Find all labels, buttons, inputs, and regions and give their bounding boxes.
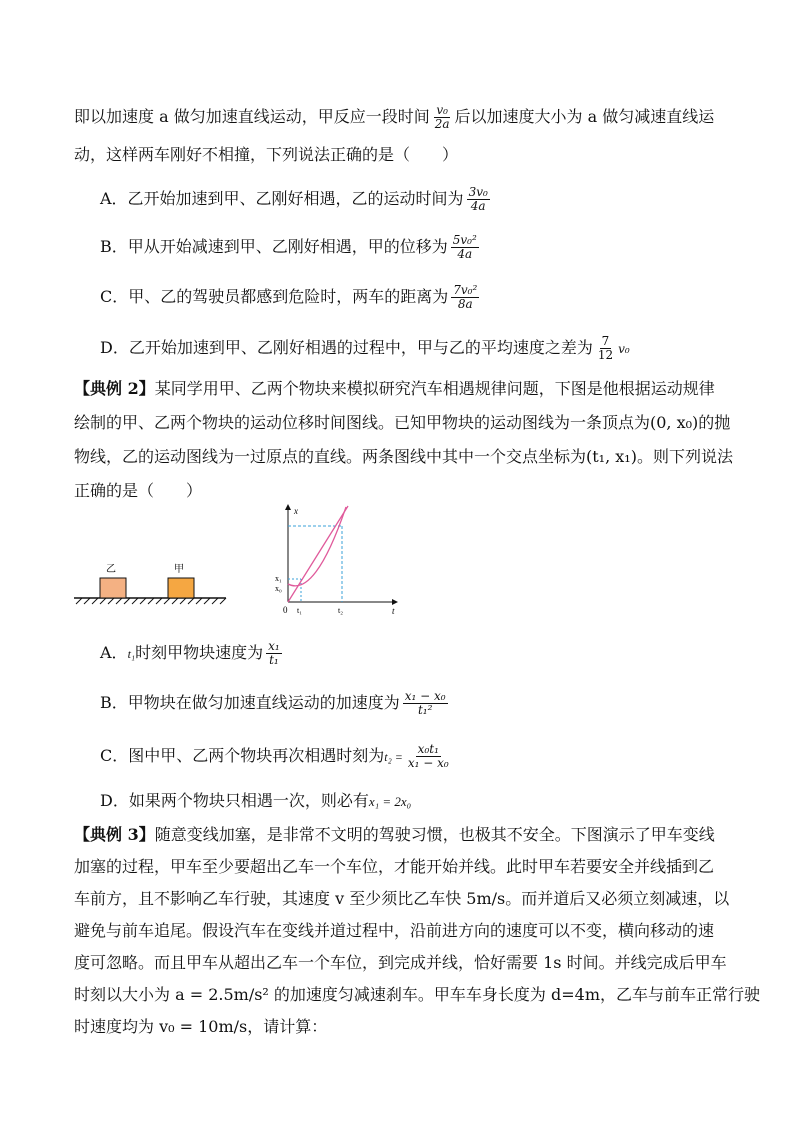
fraction-numerator: x₁ — [268, 639, 280, 653]
fraction — [451, 284, 479, 311]
example-3-line-6: 时刻以大小为 a = 2.5m/s² 的加速度匀减速刹车。甲车车身长度为 d=4m，乙车与前车正常行驶 — [74, 985, 761, 1004]
fraction-numerator: 7 — [601, 334, 610, 348]
example-2-line-1 — [74, 378, 715, 400]
example-2-line-3: 物线，乙的运动图线为一过原点的直线。两条图线中其中一个交点坐标为(t₁, x₁)。则下列说法 — [74, 447, 733, 466]
fraction-numerator: 5v₀² — [452, 233, 477, 247]
example-3-line-3: 车前方，且不影响乙车行驶，其速度 v 至少须比乙车快 5m/s。而并道后又必须立刻减速，以 — [74, 889, 730, 908]
example-3-line-7: 时速度均为 v₀ = 10m/s，请计算： — [74, 1017, 328, 1036]
example-tag: 【典例 3】 — [74, 825, 155, 844]
example-3-line-5: 度可忽略。而且甲车从超出乙车一个车位，到完成并线，恰好需要 1s 时间。并线完成后甲车 — [74, 953, 727, 972]
block-jia-label: 甲 — [174, 564, 184, 575]
example-tag: 【典例 2】 — [74, 379, 155, 398]
origin-label: 0 — [283, 605, 288, 615]
text: 后以加速度大小为 a 做匀减速直线运 — [454, 107, 715, 126]
q1-option-d — [100, 335, 630, 362]
fraction-denominator: x₁ − x₀ — [407, 756, 449, 770]
fraction-denominator: 2a — [434, 117, 450, 131]
x1-tick-label: x₁ — [275, 574, 282, 583]
fraction-numerator: 7v₀² — [453, 283, 478, 297]
figure — [70, 502, 410, 620]
block-yi — [100, 578, 126, 598]
text: 即以加速度 a 做匀加速直线运动，甲反应一段时间 — [74, 107, 430, 126]
x-axis-label: x — [294, 506, 298, 516]
t1-tick-label: t₁ — [297, 606, 303, 615]
example-3-line-4: 避免与前车追尾。假设汽车在变线并道过程中，沿前进方向的速度可以不变，横向移动的速 — [74, 921, 715, 940]
option-text: C．图中甲、乙两个物块再次相遇时刻为 — [100, 746, 385, 765]
t2-tick-label: t₂ — [338, 606, 344, 615]
fraction — [403, 690, 448, 717]
math-symbol: t₂ = — [384, 750, 403, 764]
fraction — [596, 335, 615, 362]
option-text: D．如果两个物块只相遇一次，则必有 — [100, 791, 369, 810]
option-text: B．甲物块在做匀加速直线运动的加速度为 — [100, 693, 400, 712]
fraction-denominator: 8a — [457, 297, 473, 311]
fraction-denominator: t₁² — [417, 703, 433, 717]
q2-option-d — [100, 790, 411, 813]
ground-hatch — [76, 598, 226, 604]
option-tail: v₀ — [618, 342, 630, 356]
fraction — [433, 104, 452, 131]
x-axis-arrow — [285, 504, 291, 510]
q2-option-b — [100, 690, 451, 717]
option-text: C．甲、乙的驾驶员都感到危险时，两车的距离为 — [100, 287, 449, 306]
fraction — [266, 640, 282, 667]
option-text: A． — [100, 643, 128, 662]
example-3-line-2: 加塞的过程，甲车至少要超出乙车一个车位，才能开始并线。此时甲车若要安全并线插到乙 — [74, 857, 715, 876]
q2-option-a — [100, 640, 285, 667]
fraction — [467, 186, 490, 213]
q1-option-c — [100, 284, 482, 311]
question-1-line-2: 动，这样两车刚好不相撞，下列说法正确的是（ ） — [74, 145, 459, 164]
block-jia — [168, 578, 194, 598]
fraction-numerator: 3v₀ — [468, 185, 488, 199]
fraction-denominator: 4a — [457, 247, 473, 261]
fraction-denominator: t₁ — [269, 653, 279, 667]
t-axis-arrow — [392, 599, 398, 605]
example-2-line-2: 绘制的甲、乙两个物块的运动位移时间图线。已知甲物块的运动图线为一条顶点为(0, x₀)的抛 — [74, 413, 731, 432]
fraction-numerator: x₁ − x₀ — [404, 689, 446, 703]
q2-option-c — [100, 743, 454, 770]
text: 随意变线加塞，是非常不文明的驾驶习惯，也极其不安全。下图演示了甲车变线 — [154, 825, 715, 844]
x0-tick-label: x₀ — [275, 584, 282, 593]
fraction-numerator: v₀ — [436, 103, 448, 117]
option-text: D．乙开始加速到甲、乙刚好相遇的过程中，甲与乙的平均速度之差为 — [100, 338, 593, 357]
block-yi-label: 乙 — [106, 564, 116, 575]
math-symbol: t₁ — [127, 647, 136, 661]
question-1-line-1 — [74, 104, 714, 131]
fraction — [451, 234, 479, 261]
parabola-jia — [288, 507, 346, 586]
option-text: A．乙开始加速到甲、乙刚好相遇，乙的运动时间为 — [100, 189, 464, 208]
option-text: 时刻甲物块速度为 — [135, 643, 264, 662]
math-expression: x₁ = 2x₀ — [368, 794, 412, 809]
t-axis-label: t — [392, 606, 395, 616]
q1-option-b — [100, 234, 482, 261]
fraction — [406, 743, 451, 770]
example-3-line-1 — [74, 824, 715, 846]
example-2-line-4: 正确的是（ ） — [74, 481, 203, 500]
text: 某同学用甲、乙两个物块来模拟研究汽车相遇规律问题，下图是他根据运动规律 — [154, 379, 715, 398]
line-yi — [288, 506, 348, 602]
fraction-denominator: 12 — [597, 348, 614, 362]
fraction-denominator: 4a — [470, 199, 486, 213]
q1-option-a — [100, 186, 493, 213]
fraction-numerator: x₀t₁ — [417, 742, 439, 756]
option-text: B．甲从开始减速到甲、乙刚好相遇，甲的位移为 — [100, 237, 448, 256]
